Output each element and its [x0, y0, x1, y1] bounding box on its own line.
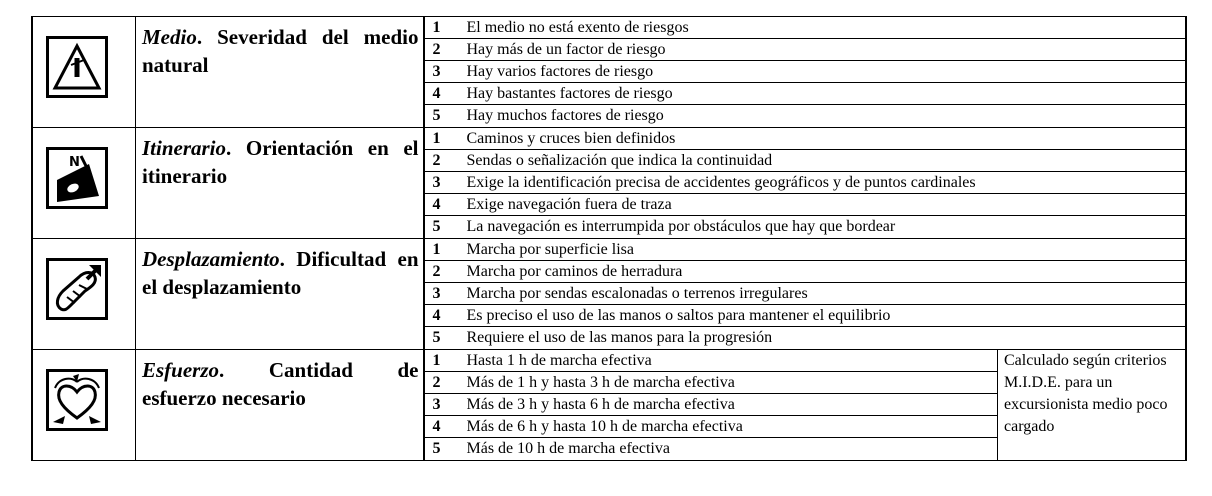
levels-cell: [424, 350, 1187, 461]
level-description: Requiere el uso de las manos para la progresión: [466, 329, 773, 346]
level-description: Exige la identificación precisa de accidentes geográficos y de puntos cardinales: [466, 174, 976, 191]
section-itinerario: [32, 128, 1186, 239]
section-esfuerzo: [32, 350, 1186, 461]
icon-cell: [32, 350, 136, 461]
level-description: Marcha por sendas escalonadas o terrenos irregulares: [466, 285, 808, 302]
level-row: [425, 194, 1186, 216]
level-description: Marcha por caminos de herradura: [466, 263, 683, 280]
title-cell: Itinerario. Orientación en el itinerario: [136, 128, 424, 239]
warning-triangle-icon: [46, 36, 108, 98]
level-number: 5: [432, 107, 441, 124]
level-row: [425, 283, 1186, 305]
level-number: 4: [432, 307, 441, 324]
level-list: [425, 17, 1186, 127]
level-row: [425, 305, 1186, 327]
level-row: [425, 17, 1186, 39]
level-number: 2: [432, 41, 441, 58]
level-number: 1: [432, 130, 441, 147]
level-row: [425, 438, 998, 460]
level-list: [425, 350, 998, 460]
level-number: 2: [432, 152, 441, 169]
mide-table: [31, 16, 1187, 461]
level-list: [425, 239, 1186, 349]
level-number: 5: [432, 329, 441, 346]
level-row: [425, 172, 1186, 194]
level-row: [425, 105, 1186, 127]
heart-effort-icon: [46, 369, 108, 431]
category-name: Itinerario: [142, 136, 227, 160]
category-subtitle: Orientación en el itinerario: [142, 136, 419, 188]
levels-cell: [424, 239, 1187, 350]
levels-cell: [424, 17, 1187, 128]
level-number: 1: [432, 19, 441, 36]
level-description: Exige navegación fuera de traza: [466, 196, 672, 213]
level-description: Hay más de un factor de riesgo: [466, 41, 666, 58]
level-number: 3: [432, 63, 441, 80]
compass-icon: [46, 147, 108, 209]
level-row: [425, 39, 1186, 61]
level-description: Más de 1 h y hasta 3 h de marcha efectiva: [466, 374, 735, 391]
levels-cell: [424, 128, 1187, 239]
icon-cell: [32, 17, 136, 128]
boot-sole-icon: [46, 258, 108, 320]
level-row: [425, 83, 1186, 105]
level-number: 3: [432, 174, 441, 191]
category-name: Medio: [142, 25, 197, 49]
section-desplazamiento: [32, 239, 1186, 350]
level-description: Marcha por superficie lisa: [466, 241, 634, 258]
svg-text:N: N: [69, 155, 80, 170]
level-row: [425, 150, 1186, 172]
level-description: La navegación es interrumpida por obstáculos que hay que bordear: [466, 218, 896, 235]
level-number: 3: [432, 396, 441, 413]
level-number: 4: [432, 85, 441, 102]
icon-cell: [32, 239, 136, 350]
level-description: Es preciso el uso de las manos o saltos para mantener el equilibrio: [466, 307, 891, 324]
level-row: [425, 216, 1186, 238]
section-medio: [32, 17, 1186, 128]
level-row: [425, 239, 1186, 261]
level-list: [425, 128, 1186, 238]
icon-cell: [32, 128, 136, 239]
category-subtitle: Severidad del medio natural: [142, 25, 419, 77]
level-description: Más de 6 h y hasta 10 h de marcha efectiva: [466, 418, 743, 435]
level-row: [425, 394, 998, 416]
level-row: [425, 261, 1186, 283]
category-subtitle: Cantidad de esfuerzo necesario: [142, 358, 419, 410]
title-cell: Desplazamiento. Dificultad en el desplazamiento: [136, 239, 424, 350]
effort-note: Calculado según criterios M.I.D.E. para un excursionista medio poco cargado: [997, 350, 1185, 460]
level-number: 4: [432, 196, 441, 213]
title-cell: Esfuerzo. Cantidad de esfuerzo necesario: [136, 350, 424, 461]
level-number: 2: [432, 263, 441, 280]
level-description: Más de 3 h y hasta 6 h de marcha efectiva: [466, 396, 735, 413]
level-description: Hay muchos factores de riesgo: [466, 107, 664, 124]
level-description: Hay varios factores de riesgo: [466, 63, 654, 80]
title-cell: Medio. Severidad del medio natural: [136, 17, 424, 128]
level-description: Sendas o señalización que indica la continuidad: [466, 152, 773, 169]
level-description: Hay bastantes factores de riesgo: [466, 85, 673, 102]
level-description: Más de 10 h de marcha efectiva: [466, 440, 670, 457]
level-row: [425, 416, 998, 438]
level-description: Caminos y cruces bien definidos: [466, 130, 676, 147]
level-number: 1: [432, 241, 441, 258]
level-row: [425, 372, 998, 394]
level-number: 5: [432, 440, 441, 457]
level-number: 3: [432, 285, 441, 302]
category-subtitle: Dificultad en el desplazamiento: [142, 247, 419, 299]
level-row: [425, 128, 1186, 150]
level-row: [425, 327, 1186, 349]
category-name: Esfuerzo: [142, 358, 220, 382]
level-number: 5: [432, 218, 441, 235]
level-description: Hasta 1 h de marcha efectiva: [466, 352, 652, 369]
level-number: 1: [432, 352, 441, 369]
category-name: Desplazamiento: [142, 247, 280, 271]
level-number: 4: [432, 418, 441, 435]
level-number: 2: [432, 374, 441, 391]
level-row: [425, 350, 998, 372]
level-row: [425, 61, 1186, 83]
level-description: El medio no está exento de riesgos: [466, 19, 689, 36]
